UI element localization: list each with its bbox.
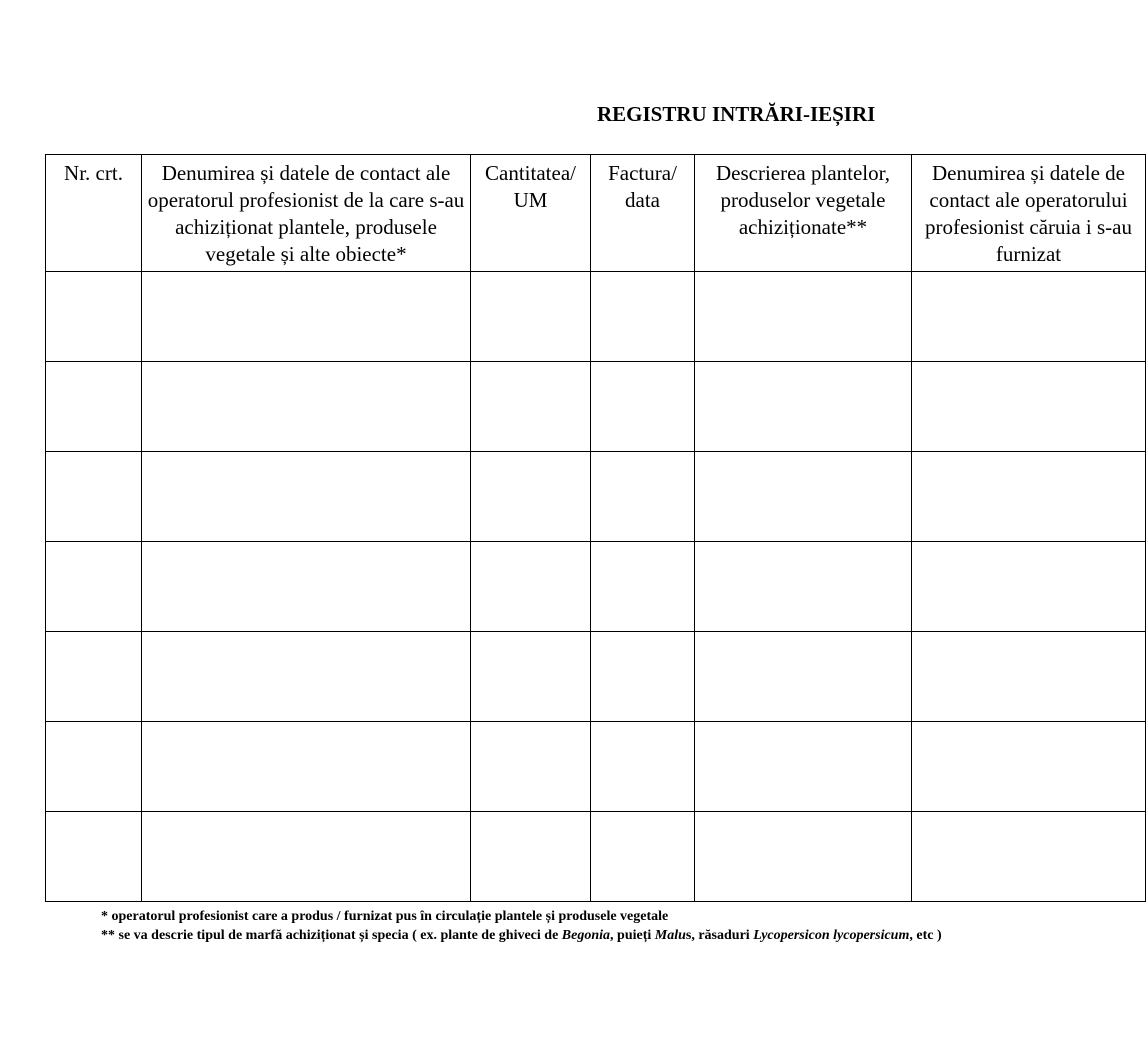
table-cell[interactable] [912,722,1146,812]
footnote-2-text: , puieți [610,928,655,943]
table-cell[interactable] [591,362,695,452]
table-cell[interactable] [695,632,912,722]
footnote-2-text: s, răsaduri [685,928,754,943]
table-cell[interactable] [46,362,142,452]
footnotes [101,907,942,945]
table-cell[interactable] [46,812,142,902]
table-cell[interactable] [912,812,1146,902]
table-cell[interactable] [142,722,471,812]
register-table-wrapper [45,154,1146,902]
header-supplier-operator: Denumirea și datele de contact ale operatorul profesionist de la care s-au achiziționat plantele, produsele vegetale și alte obiecte* [142,155,471,272]
footnote-2-species: Malu [654,928,686,943]
register-body [46,272,1146,902]
table-cell[interactable] [695,272,912,362]
footnote-2 [101,926,942,945]
header-recipient-operator: Denumirea și datele de contact ale operatorului profesionist căruia i s-au furnizat [912,155,1146,272]
header-row [46,155,1146,272]
footnote-2-species: Begonia [561,928,611,943]
table-cell[interactable] [591,632,695,722]
header-plant-description: Descrierea plantelor, produselor vegetale achiziționate** [695,155,912,272]
table-cell[interactable] [695,542,912,632]
table-cell[interactable] [471,362,591,452]
table-cell[interactable] [591,722,695,812]
table-row [46,812,1146,902]
table-row [46,632,1146,722]
footnote-2-text: , etc ) [909,928,942,943]
table-cell[interactable] [46,452,142,542]
table-cell[interactable] [471,272,591,362]
table-cell[interactable] [695,812,912,902]
table-cell[interactable] [471,722,591,812]
table-cell[interactable] [695,362,912,452]
table-cell[interactable] [46,272,142,362]
table-cell[interactable] [912,452,1146,542]
table-cell[interactable] [912,542,1146,632]
table-cell[interactable] [471,812,591,902]
table-cell[interactable] [912,362,1146,452]
table-cell[interactable] [591,542,695,632]
table-row [46,272,1146,362]
table-cell[interactable] [591,272,695,362]
header-invoice-date: Factura/ data [591,155,695,272]
table-cell[interactable] [912,632,1146,722]
table-cell[interactable] [695,452,912,542]
table-row [46,722,1146,812]
table-cell[interactable] [142,272,471,362]
table-cell[interactable] [471,542,591,632]
table-cell[interactable] [46,632,142,722]
table-cell[interactable] [591,812,695,902]
table-cell[interactable] [142,632,471,722]
register-table [45,154,1146,902]
table-cell[interactable] [142,542,471,632]
table-cell[interactable] [142,812,471,902]
table-cell[interactable] [695,722,912,812]
footnote-1: * operatorul profesionist care a produs / furnizat pus în circulație plantele și produsele vegetale [101,909,669,924]
table-cell[interactable] [142,362,471,452]
table-row [46,362,1146,452]
table-cell[interactable] [46,542,142,632]
footnote-2-species: Lycopersicon lycopersicum [753,928,910,943]
table-cell[interactable] [912,272,1146,362]
header-quantity-um: Cantitatea/ UM [471,155,591,272]
header-nr-crt: Nr. crt. [46,155,142,272]
page-title: REGISTRU INTRĂRI-IEȘIRI [597,102,876,126]
table-cell[interactable] [142,452,471,542]
table-cell[interactable] [591,452,695,542]
table-cell[interactable] [471,632,591,722]
footnote-2-text: ** se va descrie tipul de marfă achiziționat și specia ( ex. plante de ghiveci de [101,928,562,943]
table-row [46,452,1146,542]
table-cell[interactable] [471,452,591,542]
table-row [46,542,1146,632]
table-cell[interactable] [46,722,142,812]
